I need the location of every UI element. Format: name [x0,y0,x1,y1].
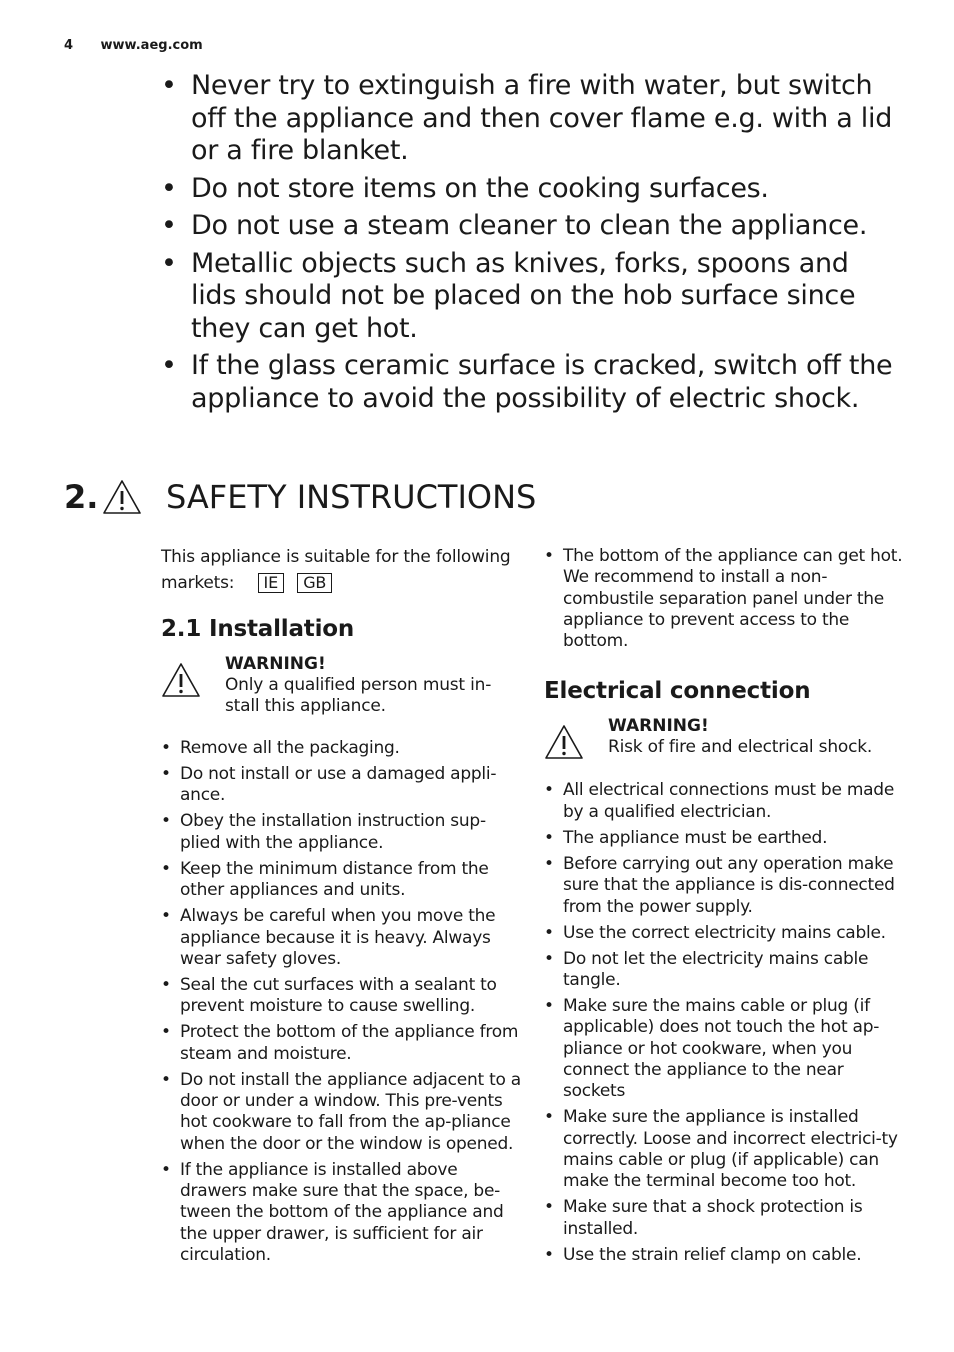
installation-warning [161,654,521,717]
electrical-heading [544,678,904,704]
intro-text: This appliance is suitable for the following markets: [161,547,511,593]
list-item: • Remove all the packaging. [161,738,521,759]
list-item: • Use the correct electricity mains cable. [544,923,904,944]
top-bullet-list [161,70,901,420]
section-title: SAFETY INSTRUCTIONS [166,478,537,516]
market-badge: GB [297,573,332,593]
list-item: • Keep the minimum distance from the other appliances and units. [161,859,521,902]
warning-triangle-icon [161,662,201,698]
right-column [544,544,904,1271]
list-item: • Never try to extinguish a fire with water, but switch off the appliance and then cover flame e.g. with a lid or a fire blanket. [161,70,901,168]
subsection-number: 2.1 [161,616,202,642]
list-item: • All electrical connections must be made by a qualified electrician. [544,780,904,823]
list-item: • If the glass ceramic surface is cracked, switch off the appliance to avoid the possibility of electric shock. [161,350,901,415]
warning-text: Risk of fire and electrical shock. [608,737,873,758]
list-item: • Do not install or use a damaged appli-ance. [161,764,521,807]
installation-list [161,738,521,1266]
list-item: • Do not install the appliance adjacent to a door or under a window. This pre-vents hot cookware to fall from the ap-pliance when the door or the window is opened. [161,1070,521,1155]
list-item: • Do not let the electricity mains cable tangle. [544,949,904,992]
site-url: www.aeg.com [100,38,203,53]
warning-title: WARNING! [608,716,709,737]
subsection-title: Installation [208,616,355,642]
list-item: • Obey the installation instruction sup-plied with the appliance. [161,811,521,854]
bottom-heat-list [544,546,904,652]
list-item: • Always be careful when you move the appliance because it is heavy. Always wear safety gloves. [161,906,521,970]
warning-text: Only a qualified person must in-stall this appliance. [225,675,492,716]
page-header [64,38,203,53]
left-column [161,544,521,1271]
list-item: • Metallic objects such as knives, forks, spoons and lids should not be placed on the hob surface since they can get hot. [161,248,901,346]
installation-heading [161,616,521,642]
page-number: 4 [64,38,74,53]
list-item: • Use the strain relief clamp on cable. [544,1245,904,1266]
list-item: • Protect the bottom of the appliance from steam and moisture. [161,1022,521,1065]
list-item: • Do not use a steam cleaner to clean the appliance. [161,210,901,243]
market-badge: IE [258,573,284,593]
warning-triangle-icon [102,479,142,515]
list-item: • Make sure the appliance is installed correctly. Loose and incorrect electrici-ty mains cable or plug (if applicable) can make the terminal become too hot. [544,1107,904,1192]
warning-title: WARNING! [225,654,326,674]
list-item: • Do not store items on the cooking surfaces. [161,173,901,206]
list-item: • Seal the cut surfaces with a sealant to prevent moisture to cause swelling. [161,975,521,1018]
electrical-list [544,780,904,1266]
market-intro [161,544,521,596]
list-item: • The appliance must be earthed. [544,828,904,849]
subsection-title: Electrical connection [544,678,811,705]
list-item: • If the appliance is installed above drawers make sure that the space, be-tween the bottom of the appliance and the upper drawer, is sufficient for air circulation. [161,1160,521,1266]
electrical-warning [544,716,904,760]
list-item: • Make sure that a shock protection is installed. [544,1197,904,1240]
section-number: 2. [64,478,99,516]
warning-triangle-icon [544,724,584,760]
list-item: • Make sure the mains cable or plug (if applicable) does not touch the hot ap-pliance or hot cookware, when you connect the appliance to the near sockets [544,996,904,1102]
section-heading [64,478,536,516]
list-item: • Before carrying out any operation make sure that the appliance is dis-connected from the power supply. [544,854,904,918]
list-item: • The bottom of the appliance can get hot. We recommend to install a non-combustile separation panel under the appliance to prevent access to the bottom. [544,546,904,652]
